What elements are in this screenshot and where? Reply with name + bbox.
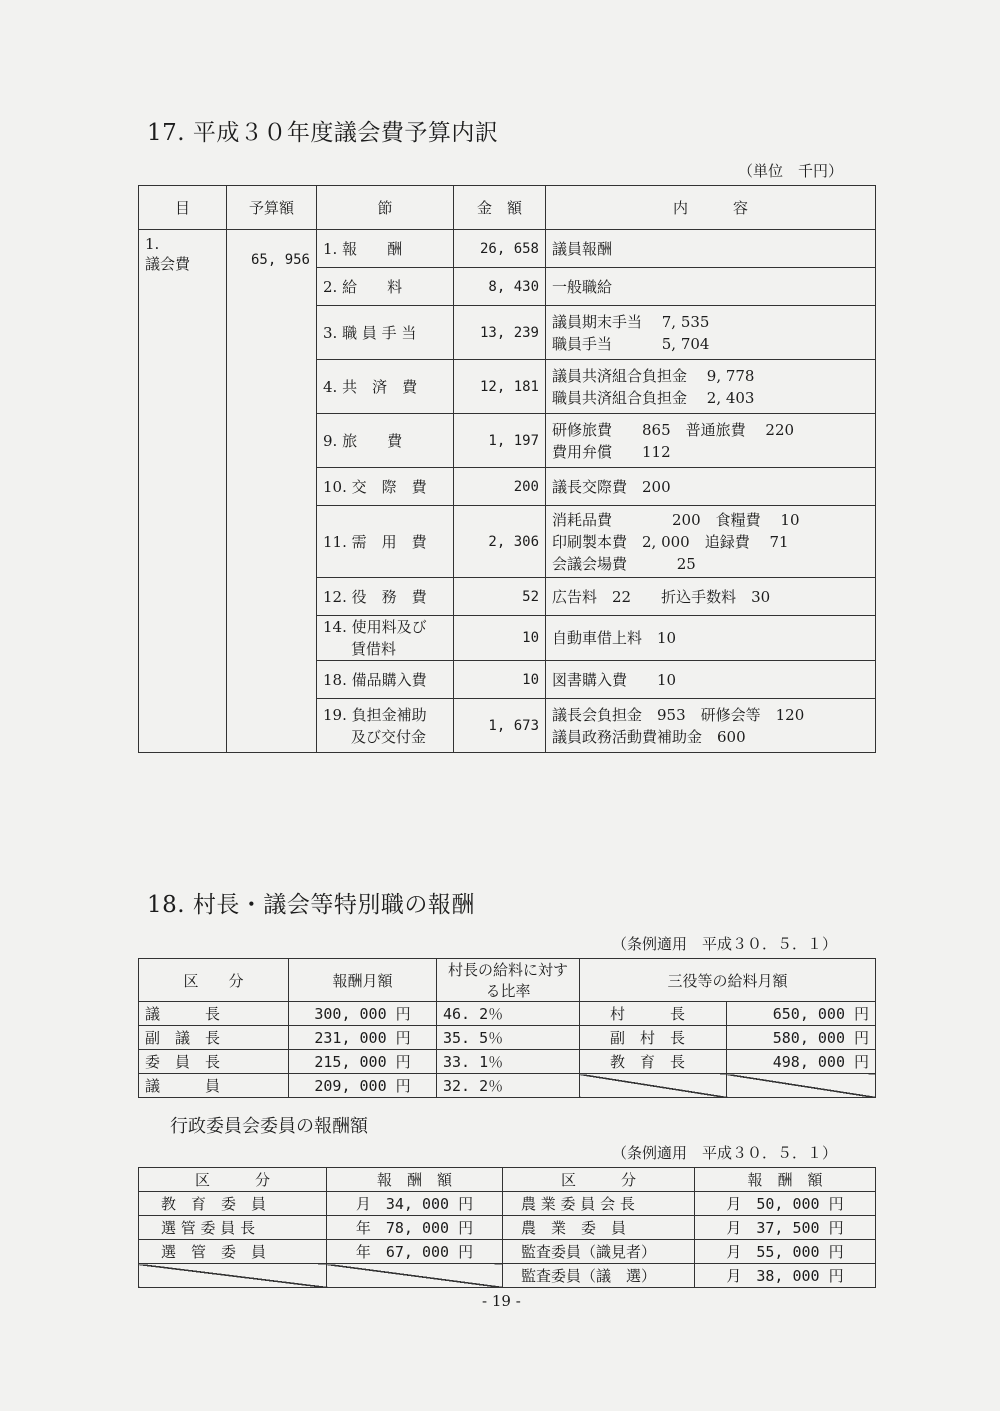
committee-amount-cell [695,1240,876,1264]
committee-kubun: 農 業 委 員 会 長 [521,1195,635,1213]
amount-cell [454,661,546,699]
detail-line: 費用弁償 112 [552,442,671,461]
detail-line: 職員共済組合負担金 2, 403 [552,388,755,407]
amount-cell [454,506,546,578]
setsu-cell [317,414,454,468]
committee-kubun: 選 管 委 員 長 [161,1219,256,1237]
sanyaku-salary: 580, 000 円 [772,1029,870,1047]
committee-kubun-cell [139,1264,327,1288]
setsu-label: 及び交付金 [351,727,427,746]
moku-cell [139,230,227,753]
detail-line: 広告料 22 折込手数料 30 [552,587,771,606]
header-moku: 目 [139,186,227,230]
committee-amount: 月 34, 000 円 [355,1195,474,1213]
detail-line: 図書購入費 10 [552,670,677,689]
committee-amount: 年 67, 000 円 [355,1243,474,1261]
detail-line: 会議会場費 25 [552,554,696,573]
detail-line: 印刷製本費 2, 000 追録費 71 [552,532,789,551]
header-setsu: 節 [317,186,454,230]
amount-value: 10 [522,671,539,688]
sanyaku-salary-cell [727,1050,876,1074]
committee-row [139,1216,876,1240]
setsu-label: 19. 負担金補助 [323,705,427,724]
committee-table [138,1167,876,1288]
amount-cell [454,468,546,506]
committee-amount-cell [695,1192,876,1216]
committee-row [139,1240,876,1264]
sanyaku-salary-cell [727,1074,876,1098]
header-kingaku: 金 額 [454,186,546,230]
monthly-cell [289,1002,437,1026]
gyosei-note: （条例適用 平成３０．５．１） [612,1144,838,1162]
detail-line: 一般職給 [552,277,613,296]
header-amount-1: 報 酬 額 [327,1168,503,1192]
setsu-cell [317,616,454,661]
sanyaku-salary: 650, 000 円 [772,1005,870,1023]
header-sanyaku: 三役等の給料月額 [580,959,876,1002]
unit-label: （単位 千円） [738,162,844,180]
section-17-title: 17. 平成３０年度議会費予算内訳 [147,120,499,146]
setsu-cell [317,578,454,616]
sanyaku-title: 村 長 [610,1005,686,1023]
sanyaku-title-cell [580,1074,727,1098]
header-yosan: 予算額 [227,186,317,230]
committee-kubun-cell [503,1240,695,1264]
special-position-table [138,958,876,1098]
header-amount-2: 報 酬 額 [695,1168,876,1192]
moku-name-line: 議会費 [145,255,191,273]
setsu-label: 4. 共 済 費 [323,377,418,396]
committee-kubun: 教 育 委 員 [161,1195,267,1213]
detail-cell [546,661,876,699]
ratio-cell [437,1050,580,1074]
special-row [139,1050,876,1074]
committee-amount: 月 38, 000 円 [726,1267,844,1285]
setsu-label: 11. 需 用 費 [323,532,427,551]
committee-amount: 年 78, 000 円 [355,1219,474,1237]
committee-amount-cell [327,1240,503,1264]
yosan-value: 65, 956 [250,252,310,268]
kubun-label: 委 員 長 [145,1053,221,1071]
amount-value: 8, 430 [488,278,539,295]
page-number: - 19 - [482,1292,521,1310]
amount-value: 1, 673 [488,717,539,734]
amount-value: 10 [522,630,539,646]
special-row [139,1074,876,1098]
setsu-cell [317,306,454,360]
committee-kubun: 監査委員（識見者） [521,1243,657,1261]
amount-value: 200 [513,478,539,495]
setsu-cell [317,661,454,699]
budget-row [139,230,876,268]
header-monthly: 報酬月額 [289,959,437,1002]
committee-amount: 月 50, 000 円 [726,1195,844,1213]
amount-value: 52 [522,588,539,605]
kubun-cell [139,1026,289,1050]
sanyaku-salary: 498, 000 円 [772,1053,870,1071]
kubun-label: 議 長 [145,1005,221,1023]
ratio-value: 32. 2％ [443,1077,504,1095]
detail-cell [546,268,876,306]
committee-amount-cell [327,1264,503,1288]
amount-value: 2, 306 [488,533,539,550]
amount-value: 12, 181 [479,378,539,395]
committee-kubun-cell [503,1264,695,1288]
amount-cell [454,414,546,468]
ratio-value: 33. 1％ [443,1053,504,1071]
committee-amount-cell [695,1216,876,1240]
sanyaku-title-cell [580,1050,727,1074]
monthly-cell [289,1074,437,1098]
sanyaku-title-cell [580,1002,727,1026]
amount-cell [454,699,546,753]
section-18-note: （条例適用 平成３０．５．１） [612,935,838,953]
detail-cell [546,699,876,753]
committee-kubun: 農 業 委 員 [521,1219,627,1237]
setsu-label: 10. 交 際 費 [323,477,427,496]
ratio-cell [437,1026,580,1050]
kubun-cell [139,1050,289,1074]
header-kubun-2: 区 分 [503,1168,695,1192]
special-row [139,1002,876,1026]
committee-amount-cell [327,1192,503,1216]
monthly-cell [289,1050,437,1074]
committee-amount: 月 37, 500 円 [726,1219,844,1237]
setsu-label: 12. 役 務 費 [323,587,427,606]
setsu-label: 1. 報 酬 [323,239,403,258]
amount-cell [454,306,546,360]
sanyaku-title-cell [580,1026,727,1050]
monthly-value: 231, 000 円 [314,1029,411,1047]
moku-name-line: 1. [145,235,160,253]
detail-line: 自動車借上料 10 [552,629,677,647]
ratio-value: 46. 2％ [443,1005,504,1023]
gyosei-title: 行政委員会委員の報酬額 [170,1116,368,1137]
detail-line: 議長交際費 200 [552,477,671,496]
setsu-cell [317,230,454,268]
amount-value: 13, 239 [479,324,539,341]
detail-cell [546,306,876,360]
kubun-label: 議 員 [145,1077,221,1095]
kubun-cell [139,1074,289,1098]
budget-table [138,185,876,753]
yosan-cell [227,230,317,753]
committee-amount: 月 55, 000 円 [726,1243,844,1261]
detail-cell [546,414,876,468]
amount-cell [454,616,546,661]
detail-cell [546,578,876,616]
detail-line: 議員共済組合負担金 9, 778 [552,366,755,385]
monthly-value: 300, 000 円 [314,1005,411,1023]
detail-cell [546,506,876,578]
sanyaku-title: 教 育 長 [610,1053,686,1071]
setsu-cell [317,360,454,414]
ratio-cell [437,1002,580,1026]
header-kubun: 区 分 [139,959,289,1002]
committee-row [139,1192,876,1216]
detail-cell [546,360,876,414]
ratio-value: 35. 5％ [443,1029,504,1047]
ratio-cell [437,1074,580,1098]
detail-line: 議員報酬 [552,239,613,258]
kubun-cell [139,1002,289,1026]
setsu-cell [317,506,454,578]
detail-cell [546,230,876,268]
amount-value: 26, 658 [479,240,539,257]
setsu-label: 賃借料 [351,640,397,658]
setsu-label: 2. 給 料 [323,277,403,296]
setsu-cell [317,699,454,753]
section-18-title: 18. 村長・議会等特別職の報酬 [147,892,475,918]
amount-cell [454,578,546,616]
header-ratio: 村長の給料に対する比率 [437,959,580,1002]
setsu-label: 14. 使用料及び [323,618,427,636]
detail-line: 研修旅費 865 普通旅費 220 [552,420,795,439]
detail-line: 議長会負担金 953 研修会等 120 [552,705,805,724]
committee-kubun: 選 管 委 員 [161,1243,267,1261]
committee-kubun-cell [139,1192,327,1216]
detail-line: 消耗品費 200 食糧費 10 [552,510,800,529]
setsu-cell [317,468,454,506]
committee-kubun-cell [503,1192,695,1216]
kubun-label: 副 議 長 [145,1029,221,1047]
detail-line: 議員政務活動費補助金 600 [552,727,746,746]
amount-cell [454,268,546,306]
monthly-value: 215, 000 円 [314,1053,411,1071]
committee-row [139,1264,876,1288]
setsu-label: 18. 備品購入費 [323,670,427,689]
monthly-cell [289,1026,437,1050]
committee-amount-cell [695,1264,876,1288]
header-kubun-1: 区 分 [139,1168,327,1192]
detail-line: 職員手当 5, 704 [552,334,710,353]
committee-amount-cell [327,1216,503,1240]
header-naiyo: 内 容 [546,186,876,230]
setsu-label: 9. 旅 費 [323,431,403,450]
committee-kubun: 監査委員（議 選） [521,1267,657,1285]
sanyaku-title: 副 村 長 [610,1029,686,1047]
amount-cell [454,230,546,268]
detail-cell [546,468,876,506]
amount-value: 1, 197 [488,432,539,449]
committee-kubun-cell [139,1240,327,1264]
detail-line: 議員期末手当 7, 535 [552,312,710,331]
special-row [139,1026,876,1050]
detail-cell [546,616,876,661]
amount-cell [454,360,546,414]
setsu-label: 3. 職 員 手 当 [323,323,417,342]
committee-kubun-cell [139,1216,327,1240]
committee-kubun-cell [503,1216,695,1240]
setsu-cell [317,268,454,306]
monthly-value: 209, 000 円 [314,1077,411,1095]
sanyaku-salary-cell [727,1026,876,1050]
sanyaku-salary-cell [727,1002,876,1026]
